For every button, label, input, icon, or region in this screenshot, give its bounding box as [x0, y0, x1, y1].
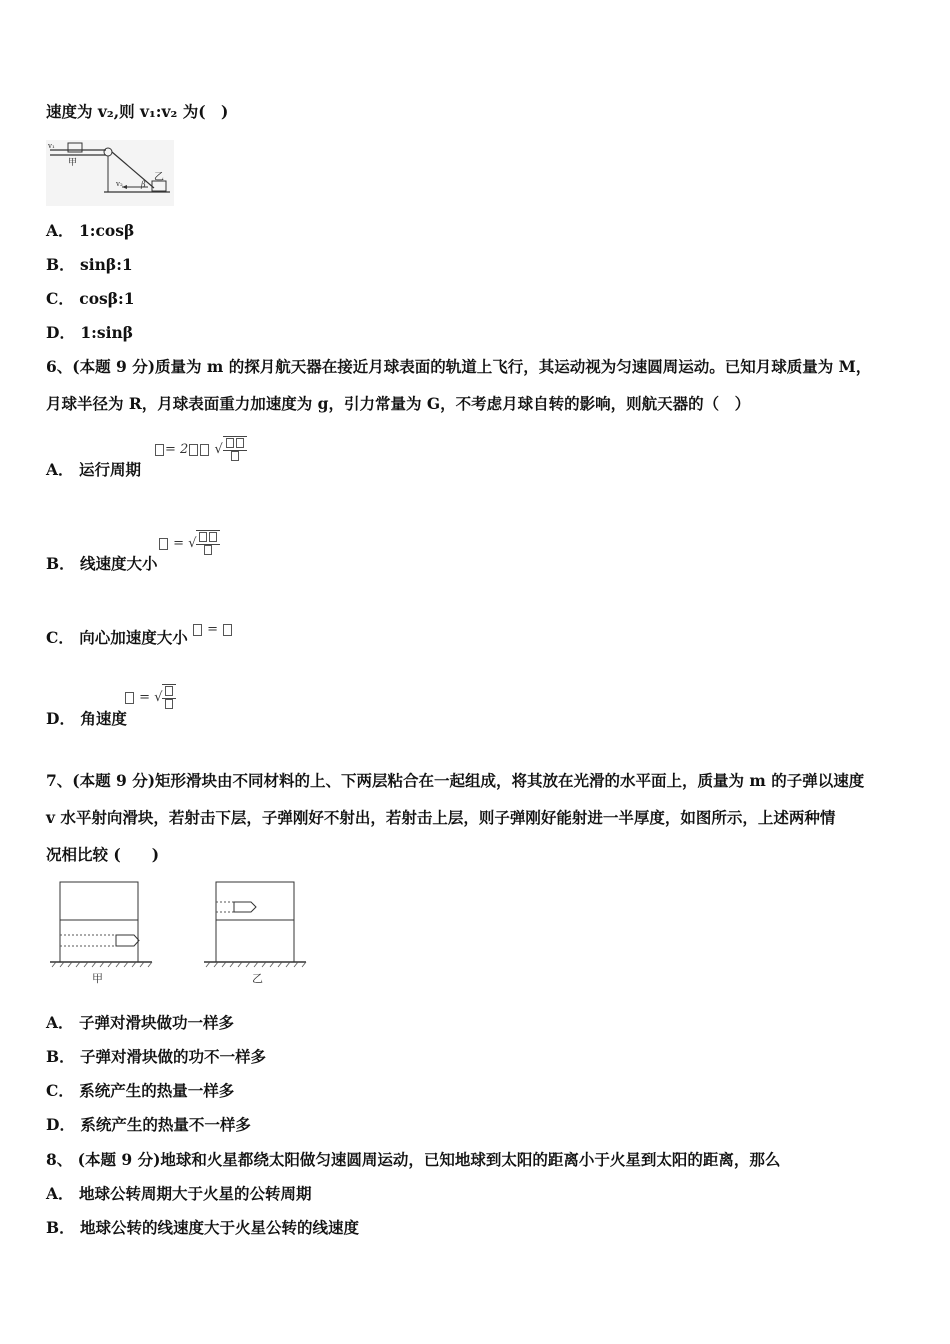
option-text: 子弹对滑块做的功不一样多 — [80, 1047, 267, 1066]
q7-option-c — [46, 1081, 234, 1101]
option-text: 1:cosβ — [78, 221, 135, 240]
formula-text: = — [139, 690, 151, 705]
option-letter: D． — [46, 323, 75, 342]
q6-stem-line1: 6、(本题 9 分)质量为 m 的探月航天器在接近月球表面的轨道上飞行，其运动视为匀速圆周运动。已知月球质量为 M， — [46, 357, 872, 376]
q5-pulley-figure — [46, 140, 174, 206]
option-text: sinβ:1 — [80, 255, 133, 274]
formula-text: = — [207, 622, 219, 637]
q6-option-a — [46, 460, 141, 480]
q7-stem-line1: 7、(本题 9 分)矩形滑块由不同材料的上、下两层粘合在一起组成，将其放在光滑的水平面上，质量为 m 的子弹以速度 — [46, 771, 865, 790]
q5-figure-angle: β — [141, 180, 146, 189]
q5-option-b — [46, 255, 133, 275]
q6-formula-b — [158, 530, 220, 557]
q5-option-a — [46, 221, 134, 241]
formula-text: = — [173, 536, 185, 551]
formula-text: = 2 — [165, 442, 189, 457]
q7-stem-line2: v 水平射向滑块，若射击下层，子弹刚好不射出，若射击上层，则子弹刚好能射进一半厚度，如图所示，上述两种情 — [46, 808, 836, 827]
option-letter: B． — [46, 1047, 75, 1066]
option-letter: C． — [46, 1081, 74, 1100]
option-letter: B． — [46, 1218, 75, 1237]
q7-stem-line3: 况相比较 ( ) — [46, 845, 160, 864]
sqrt-symbol: √ — [214, 436, 246, 463]
q7-option-a — [46, 1013, 234, 1033]
option-letter: B． — [46, 554, 75, 573]
option-text: 系统产生的热量不一样多 — [80, 1115, 251, 1134]
option-letter: A． — [46, 1013, 74, 1032]
q5-option-c — [46, 289, 135, 309]
q6-formula-c — [192, 622, 233, 637]
q8-stem-line1: 8、 (本题 9 分)地球和火星都绕太阳做匀速圆周运动，已知地球到太阳的距离小于火星到太阳的距离，那么 — [46, 1150, 781, 1169]
q5-stem-tail: 速度为 v₂,则 v₁:v₂ 为( ) — [46, 102, 229, 121]
option-text: cosβ:1 — [79, 289, 135, 308]
q8-option-b — [46, 1218, 359, 1238]
option-text: 地球公转的线速度大于火星公转的线速度 — [80, 1218, 360, 1237]
option-text: 1:sinβ — [80, 323, 134, 342]
q5-figure-v1: v₁ — [48, 142, 55, 150]
q7-block-figure — [46, 880, 311, 988]
q6-stem-line2: 月球半径为 R，月球表面重力加速度为 g，引力常量为 G，不考虑月球自转的影响，则航天器的（ ） — [46, 394, 751, 413]
q7-figure-label-jia: 甲 — [92, 972, 103, 985]
formula-placeholder — [189, 444, 198, 456]
option-letter: D． — [46, 709, 75, 728]
option-text: 角速度 — [80, 709, 127, 728]
option-text: 运行周期 — [78, 460, 141, 479]
q6-option-c — [46, 628, 188, 648]
option-text: 线速度大小 — [80, 554, 158, 573]
q6-formula-a — [154, 436, 247, 463]
sqrt-symbol: √ — [154, 684, 176, 711]
formula-placeholder — [223, 624, 232, 636]
formula-placeholder — [159, 538, 168, 550]
q6-formula-d — [124, 684, 176, 711]
sqrt-symbol: √ — [188, 530, 220, 557]
q6-option-d — [46, 709, 127, 729]
option-text: 子弹对滑块做功一样多 — [78, 1013, 234, 1032]
q5-figure-v2: v₂ — [116, 180, 123, 188]
formula-placeholder — [200, 444, 209, 456]
option-text: 向心加速度大小 — [79, 628, 188, 647]
option-letter: A． — [46, 1184, 74, 1203]
option-letter: A． — [46, 460, 74, 479]
formula-placeholder — [193, 624, 202, 636]
q7-option-b — [46, 1047, 266, 1067]
q5-option-d — [46, 323, 133, 343]
q5-figure-label-yi: 乙 — [154, 172, 164, 183]
q7-figure-label-yi: 乙 — [252, 972, 263, 985]
option-letter: D． — [46, 1115, 75, 1134]
q7-option-d — [46, 1115, 251, 1135]
option-text: 地球公转周期大于火星的公转周期 — [78, 1184, 312, 1203]
q5-figure-label-jia: 甲 — [68, 158, 78, 168]
option-letter: B． — [46, 255, 75, 274]
option-letter: C． — [46, 289, 74, 308]
option-letter: A． — [46, 221, 74, 240]
option-letter: C． — [46, 628, 74, 647]
formula-placeholder — [155, 444, 164, 456]
q8-option-a — [46, 1184, 311, 1204]
formula-placeholder — [125, 692, 134, 704]
option-text: 系统产生的热量一样多 — [79, 1081, 235, 1100]
q6-option-b — [46, 554, 158, 574]
